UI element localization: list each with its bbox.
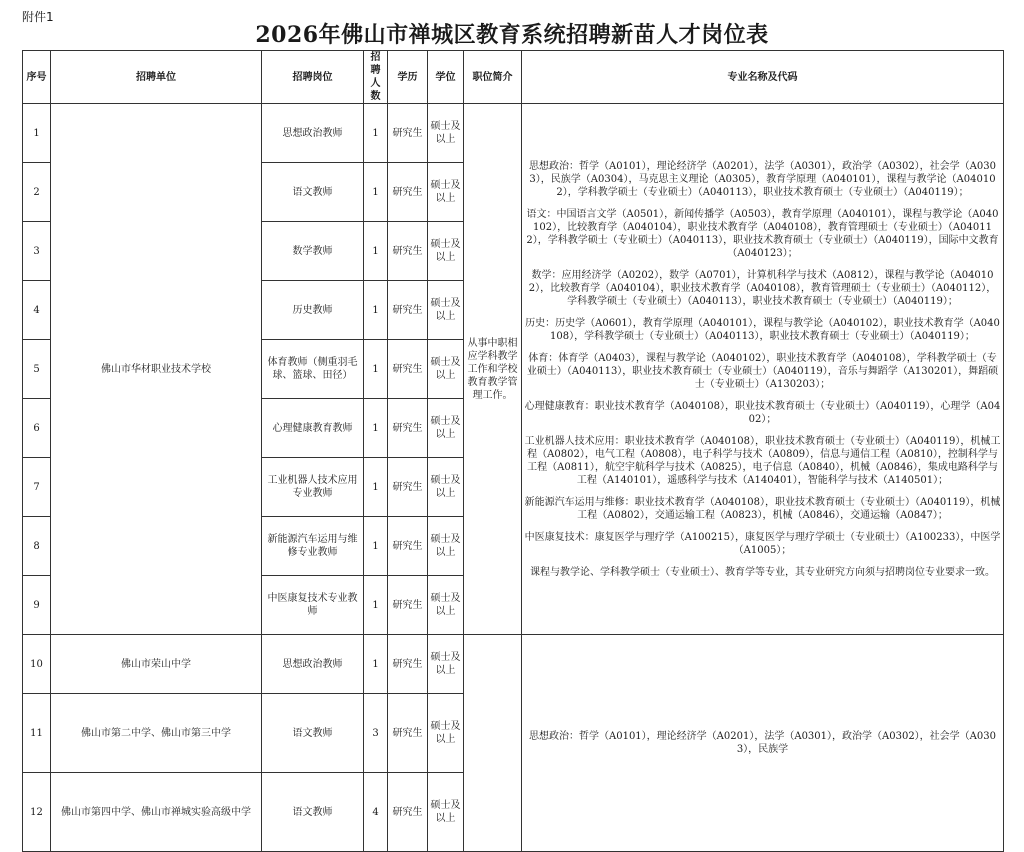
cell-position: 语文教师	[262, 163, 364, 222]
cell-degree: 硕士及以上	[428, 576, 464, 635]
cell-education: 研究生	[388, 635, 428, 694]
header-position: 招聘岗位	[262, 51, 364, 104]
majors-chinese: 语文：中国语言文学（A0501），新闻传播学（A0503），教育学原理（A040101），课程与教学论（A040102），比较教育学（A040104），职业技术教育学（A040108），教育管理硕士（专业硕士）（A040112），学科教学硕士（专业硕士）（A040113），职业技术教育硕士（专业硕士）（A040119），国际中文教育（A040123）；	[526, 208, 999, 259]
cell-unit: 佛山市第四中学、佛山市禅城实验高级中学	[51, 773, 262, 852]
cell-count: 1	[364, 104, 388, 163]
cell-seq: 10	[23, 635, 51, 694]
table-header-row	[23, 51, 1004, 104]
cell-unit: 佛山市第二中学、佛山市第三中学	[51, 694, 262, 773]
cell-count: 1	[364, 458, 388, 517]
cell-degree: 硕士及以上	[428, 694, 464, 773]
table-row	[23, 635, 1004, 694]
cell-seq: 12	[23, 773, 51, 852]
cell-intro: 从事中职相应学科教学工作和学校教育教学管理工作。	[464, 104, 522, 635]
header-unit: 招聘单位	[51, 51, 262, 104]
cell-position: 工业机器人技术应用专业教师	[262, 458, 364, 517]
cell-degree: 硕士及以上	[428, 458, 464, 517]
cell-seq: 3	[23, 222, 51, 281]
attachment-label: 附件1	[22, 10, 54, 24]
cell-education: 研究生	[388, 399, 428, 458]
header-seq: 序号	[23, 51, 51, 104]
cell-education: 研究生	[388, 576, 428, 635]
header-degree: 学位	[428, 51, 464, 104]
cell-count: 1	[364, 517, 388, 576]
cell-degree: 硕士及以上	[428, 773, 464, 852]
cell-count: 1	[364, 576, 388, 635]
cell-degree: 硕士及以上	[428, 340, 464, 399]
cell-degree: 硕士及以上	[428, 635, 464, 694]
cell-seq: 6	[23, 399, 51, 458]
majors-math: 数学：应用经济学（A0202），数学（A0701），计算机科学与技术（A0812），课程与教学论（A040102），比较教育学（A040104），职业技术教育学（A040108），教育管理硕士（专业硕士）（A040112），学科教学硕士（专业硕士）（A040113），职业技术教育硕士（专业硕士）（A040119）；	[528, 269, 997, 307]
cell-majors	[522, 635, 1004, 852]
majors-tcm-rehab: 中医康复技术：康复医学与理疗学（A100215），康复医学与理疗学硕士（专业硕士）（A100233），中医学（A1005）；	[524, 531, 1001, 556]
cell-position: 语文教师	[262, 773, 364, 852]
cell-position: 语文教师	[262, 694, 364, 773]
cell-position: 中医康复技术专业教师	[262, 576, 364, 635]
cell-majors	[522, 104, 1004, 635]
majors-new-energy: 新能源汽车运用与维修：职业技术教育学（A040108），职业技术教育硕士（专业硕士）（A040119），机械工程（A0802），交通运输工程（A0823），机械（A0846），交通运输（A0847）；	[524, 496, 1001, 521]
cell-degree: 硕士及以上	[428, 281, 464, 340]
cell-education: 研究生	[388, 773, 428, 852]
cell-seq: 5	[23, 340, 51, 399]
table-row	[23, 104, 1004, 163]
cell-position: 思想政治教师	[262, 635, 364, 694]
cell-position: 新能源汽车运用与维修专业教师	[262, 517, 364, 576]
cell-count: 1	[364, 399, 388, 458]
cell-seq: 11	[23, 694, 51, 773]
cell-count: 1	[364, 340, 388, 399]
cell-count: 1	[364, 222, 388, 281]
cell-education: 研究生	[388, 281, 428, 340]
cell-seq: 9	[23, 576, 51, 635]
cell-position: 心理健康教育教师	[262, 399, 364, 458]
majors-note: 课程与教学论、学科教学硕士（专业硕士）、教育学等专业，其专业研究方向须与招聘岗位专业要求一致。	[530, 566, 995, 578]
cell-unit: 佛山市荣山中学	[51, 635, 262, 694]
cell-seq: 2	[23, 163, 51, 222]
cell-education: 研究生	[388, 458, 428, 517]
cell-count: 1	[364, 635, 388, 694]
cell-count: 1	[364, 163, 388, 222]
cell-unit: 佛山市华材职业技术学校	[51, 104, 262, 635]
header-intro: 职位简介	[464, 51, 522, 104]
majors-robotics: 工业机器人技术应用：职业技术教育学（A040108），职业技术教育硕士（专业硕士）（A040119），机械工程（A0802），电气工程（A0808），电子科学与技术（A0809），信息与通信工程（A0810），控制科学与工程（A0811），航空宇航科学与技术（A0825），电子信息（A0840），机械（A0846），集成电路科学与工程（A140101），遥感科学与技术（A140401），智能科学与技术（A140501）；	[524, 435, 1001, 486]
cell-count: 3	[364, 694, 388, 773]
cell-seq: 8	[23, 517, 51, 576]
positions-table	[22, 50, 1004, 852]
cell-education: 研究生	[388, 163, 428, 222]
cell-position: 数学教师	[262, 222, 364, 281]
majors-psychology: 心理健康教育：职业技术教育学（A040108），职业技术教育硕士（专业硕士）（A040119），心理学（A0402）；	[524, 400, 1001, 425]
cell-position: 思想政治教师	[262, 104, 364, 163]
page-title: 2026年佛山市禅城区教育系统招聘新苗人才岗位表	[255, 22, 769, 48]
cell-position: 体育教师（侧重羽毛球、篮球、田径）	[262, 340, 364, 399]
cell-education: 研究生	[388, 694, 428, 773]
majors-politics: 思想政治：哲学（A0101），理论经济学（A0201），法学（A0301），政治学（A0302），社会学（A0303），民族学	[529, 731, 996, 755]
cell-degree: 硕士及以上	[428, 222, 464, 281]
cell-education: 研究生	[388, 222, 428, 281]
cell-education: 研究生	[388, 517, 428, 576]
cell-seq: 7	[23, 458, 51, 517]
cell-seq: 1	[23, 104, 51, 163]
cell-degree: 硕士及以上	[428, 399, 464, 458]
majors-pe: 体育：体育学（A0403），课程与教学论（A040102），职业技术教育学（A040108），学科教学硕士（专业硕士）（A040113），职业技术教育硕士（专业硕士）（A040119），音乐与舞蹈学（A130201），舞蹈硕士（专业硕士）（A130203）；	[526, 352, 999, 390]
cell-intro	[464, 635, 522, 852]
cell-degree: 硕士及以上	[428, 163, 464, 222]
header-majors: 专业名称及代码	[522, 51, 1004, 104]
cell-degree: 硕士及以上	[428, 517, 464, 576]
cell-count: 4	[364, 773, 388, 852]
cell-education: 研究生	[388, 340, 428, 399]
majors-history: 历史：历史学（A0601），教育学原理（A040101），课程与教学论（A040102），职业技术教育学（A040108），学科教学硕士（专业硕士）（A040113），职业技术教育硕士（专业硕士）（A040119）；	[525, 317, 1000, 342]
cell-education: 研究生	[388, 104, 428, 163]
cell-degree: 硕士及以上	[428, 104, 464, 163]
cell-count: 1	[364, 281, 388, 340]
header-count: 招聘人数	[364, 51, 388, 104]
header-education: 学历	[388, 51, 428, 104]
cell-position: 历史教师	[262, 281, 364, 340]
cell-seq: 4	[23, 281, 51, 340]
majors-politics: 思想政治：哲学（A0101），理论经济学（A0201），法学（A0301），政治学（A0302），社会学（A0303），民族学（A0304），马克思主义理论（A0305），教育学原理（A040101），课程与教学论（A040102），学科教学硕士（专业硕士）（A040113），职业技术教育硕士（专业硕士）（A040119）；	[529, 160, 996, 198]
